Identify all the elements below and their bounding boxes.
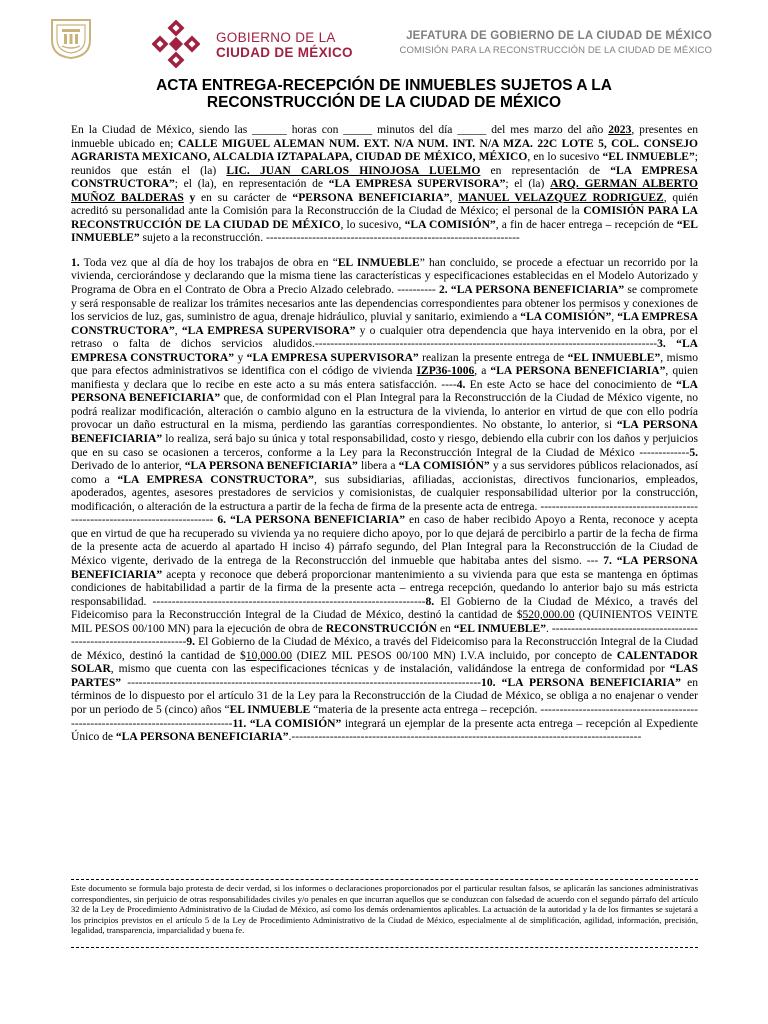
defined-term: EL INMUEBLE bbox=[229, 703, 311, 716]
clause-text: , mismo que para efectos administrativos se identifica con el código de vivienda bbox=[71, 351, 699, 378]
clause-text: “materia de la presente acta entrega – recepción. ----------------------------------------------------------------------------------- bbox=[71, 703, 699, 730]
defined-term: “LA EMPRESA CONSTRUCTORA” bbox=[71, 338, 698, 364]
defined-term: “LA EMPRESA CONSTRUCTORA” bbox=[71, 311, 698, 337]
defined-term: “LA PERSONA BENEFICIARIA” bbox=[71, 419, 699, 446]
defined-term: “EL INMUEBLE” bbox=[567, 351, 661, 364]
intro-text: ; reunidos que están el (la) bbox=[71, 151, 698, 177]
defined-term: EL INMUEBLE bbox=[337, 256, 420, 269]
clause-text: y bbox=[234, 351, 247, 364]
clause-number: 7. bbox=[603, 554, 612, 567]
divider-bottom bbox=[71, 947, 698, 948]
intro-text: ; el (la) bbox=[505, 178, 551, 191]
clause-number: 2. bbox=[439, 284, 448, 297]
clause-text: , quien manifiesta y declara que lo recibe en este acto a su más entera satisfacción. ---- bbox=[71, 365, 698, 391]
document-title bbox=[60, 77, 708, 111]
property-address: CALLE MIGUEL ALEMAN NUM. EXT. N/A NUM. INT. N/A MZA. 22C LOTE 5, COL. CONSEJO AGRARISTA MEXICANO, ALCALDIA IZTAPALAPA, CIUDAD DE MÉXICO, MÉXICO bbox=[71, 137, 698, 164]
clause-text: . -------------------------------------------------------------------- bbox=[71, 622, 699, 649]
intro-paragraph bbox=[71, 124, 698, 246]
clause-text: y a sus servidores públicos relacionados, así como a bbox=[71, 460, 698, 486]
defined-term: “LA COMISIÓN” bbox=[246, 717, 342, 730]
defined-term: “LA PERSONA BENEFICIARIA” bbox=[226, 514, 405, 527]
clause-number: 3. bbox=[657, 338, 666, 351]
clause-number: 6. bbox=[217, 514, 227, 527]
clause-text: En este Acto se hace del conocimiento de bbox=[465, 378, 677, 391]
defined-term: “LA EMPRESA CONSTRUCTORA” bbox=[71, 164, 698, 191]
clause-number: 8. bbox=[425, 595, 435, 608]
defined-term: CALENTADOR SOLAR bbox=[71, 649, 698, 676]
intro-text: , en lo sucesivo bbox=[527, 151, 603, 164]
defined-term: “LA PERSONA BENEFICIARIA” bbox=[184, 460, 358, 473]
defined-term: “EL INMUEBLE” bbox=[71, 218, 698, 245]
clause-text: acepta y reconoce que deberá proporcionar mantenimiento a su vivienda para que esta se mantenga en óptimas condiciones de habitabilidad a partir de la firma de la presente acta – entrega recepción, quedando lo anterior bajo su más estricta responsabilidad. ----------------------------------------------------------------------- bbox=[71, 568, 698, 608]
intro-text: , a fin de hacer entrega – recepción de bbox=[495, 218, 677, 231]
clause-number: 11. bbox=[232, 717, 247, 730]
clauses-paragraph bbox=[71, 257, 698, 745]
cdmx-crest-icon bbox=[48, 14, 94, 60]
defined-term: “LA PERSONA BENEFICIARIA” bbox=[115, 731, 289, 744]
clause-text: en bbox=[436, 622, 454, 635]
logo-line-1: GOBIERNO DE LA bbox=[216, 30, 336, 45]
defined-term: “LA PERSONA BENEFICIARIA” bbox=[490, 365, 666, 378]
clause-text: lo realiza, será bajo su única y total responsabilidad, costo y riesgo, debiendo ella cubrir con los daños y perjuicios que en su caso se ocasionen a terceros, conforme a la Ley para la Reconstrucción Integral de la Ciudad de México ------------- bbox=[71, 433, 698, 459]
defined-term: “PERSONA BENEFICIARIA” bbox=[292, 191, 450, 204]
intro-text: , presentes en inmueble ubicado en; bbox=[71, 124, 698, 150]
letterhead bbox=[44, 8, 712, 66]
clause-text: en caso de haber recibido Apoyo a Renta, reconoce y acepta que en virtud de que ha recuperado su vivienda ya no requiere dicho apoyo, por lo que dejará de percibirlo a partir de la fecha de firma de la presente acta de acuerdo al apartado H inciso 4) párrafo segundo, del Plan Integral para la Reconstrucción de la Ciudad de México vigente, derivado de la entrega de la Reconstrucción del inmueble que habitaba antes del sismo. --- bbox=[71, 514, 699, 567]
clause-number: 4. bbox=[456, 378, 466, 391]
intro-text: , en representación de bbox=[213, 178, 329, 191]
logo-line-2: CIUDAD DE MÉXICO bbox=[216, 45, 353, 60]
cdmx-logo-icon bbox=[152, 20, 200, 68]
clause-text: en términos de lo dispuesto por el artículo 31 de la Ley para la Reconstrucción de la Ciudad de México, se obliga a no enajenar o vender por un periodo de 5 (cinco) años “ bbox=[71, 676, 699, 716]
clause-text: Toda vez que al día de hoy los trabajos de obra en “ bbox=[79, 256, 338, 269]
intro-text: , bbox=[449, 191, 459, 204]
defined-term: RECONSTRUCCIÓN bbox=[325, 622, 437, 635]
clause-text: integrará un ejemplar de la presente acta entrega – recepción al Expediente Único de bbox=[71, 717, 698, 744]
beneficiary-name: MANUEL VELAZQUEZ RODRIGUEZ bbox=[458, 191, 664, 204]
intro-text: , quién acreditó su personalidad ante la Comisión para la Reconstrucción de la Ciudad de México; el personal de la bbox=[71, 191, 698, 218]
document-title-line-1: ACTA ENTREGA-RECEPCIÓN DE INMUEBLES SUJETOS A LA bbox=[156, 77, 612, 94]
defined-term: “LAS PARTES” bbox=[71, 663, 698, 689]
defined-term: “LA COMISIÓN” bbox=[520, 311, 612, 324]
commission-name: COMISIÓN PARA LA RECONSTRUCCIÓN DE LA CIUDAD DE MÉXICO bbox=[71, 205, 698, 231]
clause-text: , bbox=[611, 311, 618, 324]
defined-term: “LA COMISIÓN” bbox=[398, 460, 490, 473]
clause-text: libera a bbox=[357, 460, 399, 473]
defined-term: “LA PERSONA BENEFICIARIA” bbox=[447, 284, 625, 297]
header-agency bbox=[400, 30, 712, 56]
reconstruction-amount: 520,000.00 bbox=[522, 609, 575, 622]
defined-term: “LA COMISIÓN” bbox=[404, 218, 496, 231]
clause-text: realizan la presente entrega de bbox=[418, 351, 568, 364]
clause-text: , bbox=[174, 324, 182, 337]
clause-text: (QUINIENTOS VEINTE MIL PESOS 00/100 MN) para la ejecución de obra de bbox=[71, 609, 698, 635]
clause-text: ” han concluido, se procede a efectuar un recorrido por la vivienda, cerciorándose y declarando que la misma tiene las características y especificaciones establecidas en el Modelo Autorizado y Programa de Obra en el Contrato de Obra a Precio Alzado celebrado. ---------- bbox=[71, 256, 698, 297]
defined-term: “LA PERSONA BENEFICIARIA” bbox=[495, 676, 681, 689]
clause-text: El Gobierno de la Ciudad de México, a través del Fideicomiso para la Reconstrucción Integral de la Ciudad de México, destinó la cantidad de $ bbox=[71, 636, 698, 662]
clause-text: -------------------------------------------------------------------------------------------- bbox=[121, 676, 482, 689]
clause-number: 5. bbox=[689, 446, 698, 459]
clause-text: , a bbox=[474, 365, 491, 378]
header-agency-title: JEFATURA DE GOBIERNO DE LA CIUDAD DE MÉXICO bbox=[406, 30, 712, 42]
defined-term: “EL INMUEBLE” bbox=[453, 622, 546, 635]
defined-term: “LA EMPRESA SUPERVISORA” bbox=[246, 351, 419, 364]
intro-text: en representación de bbox=[480, 164, 611, 177]
clause-text: que, de conformidad con el Plan Integral para la Reconstrucción de la Ciudad de México vigente, no podrá realizar modificación, alteración o cambio alguno en la estructura de la vivienda, lo anterior en virtud de que con ello podría provocar un daño estructural en la misma, perdiendo las garantías correspondientes. No obstante, lo anterior, si bbox=[71, 392, 699, 432]
housing-code: IZP36-1006 bbox=[416, 365, 475, 378]
intro-text: sujeto a la reconstrucción. ------------------------------------------------------------------ bbox=[139, 232, 520, 245]
clause-text: Derivado de lo anterior, bbox=[71, 460, 185, 473]
header-agency-subtitle: COMISIÓN PARA LA RECONSTRUCCIÓN DE LA CIUDAD DE MÉXICO bbox=[399, 45, 712, 56]
document-body bbox=[71, 124, 698, 745]
intro-text: , lo sucesivo, bbox=[340, 218, 405, 231]
intro-text: ; el (la) bbox=[174, 178, 214, 191]
defined-term: “LA PERSONA BENEFICIARIA” bbox=[71, 554, 699, 581]
clause-text: El Gobierno de la Ciudad de México, a través del Fideicomiso para la Reconstrucción Integral de la Ciudad de México, destinó la cantidad de $ bbox=[71, 595, 699, 622]
constructora-representative: LIC. JUAN CARLOS HINOJOSA LUELMO bbox=[226, 164, 481, 177]
clause-text: y o cualquier otra dependencia que haya intervenido en la obra, por el retraso o falta de dichos servicios aludidos.----------------------------------------------------------------------------------------- bbox=[71, 324, 698, 351]
intro-text: en su carácter de bbox=[195, 191, 293, 204]
defined-term: “LA PERSONA BENEFICIARIA” bbox=[71, 378, 698, 405]
clause-number: 1. bbox=[71, 256, 80, 269]
year-value: 2023 bbox=[608, 124, 632, 136]
document-title-line-2: RECONSTRUCCIÓN DE LA CIUDAD DE MÉXICO bbox=[206, 94, 562, 111]
clause-text: , sus subsidiarias, afiliadas, accionistas, directivos funcionarios, empleados, apoderados, agentes, asesores prestadores de servicios y comisionistas, de cualquier responsabilidad ulterior por la construcción, modificación, o alteración de la estructura a partir de la fecha de firma de la presente acta de entrega. ------------------------------------------------------------------------------ bbox=[71, 473, 698, 527]
clause-text: se compromete y será responsable de realizar los trámites necesarios ante las dependencias correspondientes para obtener los permisos y conexiones de los servicios de luz, gas, suministro de agua, drenaje hidráulico, pluvial y sanitario, eximiendo a bbox=[71, 284, 698, 324]
clause-text: , mismo que cuenta con las especificaciones técnicas y de instalación, validándose la entrega de conformidad por bbox=[110, 663, 670, 676]
defined-term: “LA EMPRESA CONSTRUCTORA” bbox=[117, 473, 314, 486]
clause-number: 9. bbox=[186, 636, 196, 649]
divider-top bbox=[71, 879, 698, 880]
logo-wordmark bbox=[216, 30, 353, 60]
defined-term: “LA EMPRESA SUPERVISORA” bbox=[328, 178, 506, 191]
clause-number: 10. bbox=[481, 676, 496, 689]
footer-disclaimer: Este documento se formula bajo protesta de decir verdad, si los informes o declaraciones proporcionados por el particular resultan falsos, se aplicarán las sanciones administrativas correspondientes, sin perjuicio de otras responsabilidades civiles y/o penales en que incurran aquellos que se conduzcan con falsedad de acuerdo con el segundo párrafo del artículo 32 de la Ley de Procedimiento Administrativo de la Ciudad de México, así como los demás ordenamientos aplicables. La actuación de la autoridad y la de los firmantes se sujetará a los principios previstos en el artículo 5 de la Ley de Procedimiento Administrativo de la Ciudad de México, especialmente al de simplificación, agilidad, información, precisión, legalidad, transparencia, imparcialidad y buena fe. bbox=[71, 883, 698, 936]
supervisora-representative: ARQ. GERMAN ALBERTO MUÑOZ BALDERAS bbox=[71, 178, 698, 204]
intro-text: y bbox=[183, 191, 196, 204]
defined-term: “LA EMPRESA SUPERVISORA” bbox=[181, 324, 356, 337]
defined-term: “EL INMUEBLE” bbox=[602, 151, 695, 164]
solar-heater-amount: 10,000.00 bbox=[245, 649, 292, 662]
clause-text: .------------------------------------------------------------------------------------------- bbox=[288, 731, 642, 744]
clause-text: (DIEZ MIL PESOS 00/100 MN) I.V.A incluido, por concepto de bbox=[291, 649, 617, 662]
intro-text: En la Ciudad de México, siendo las ______ horas con _____ minutos del día _____ del mes marzo del año bbox=[71, 124, 609, 136]
